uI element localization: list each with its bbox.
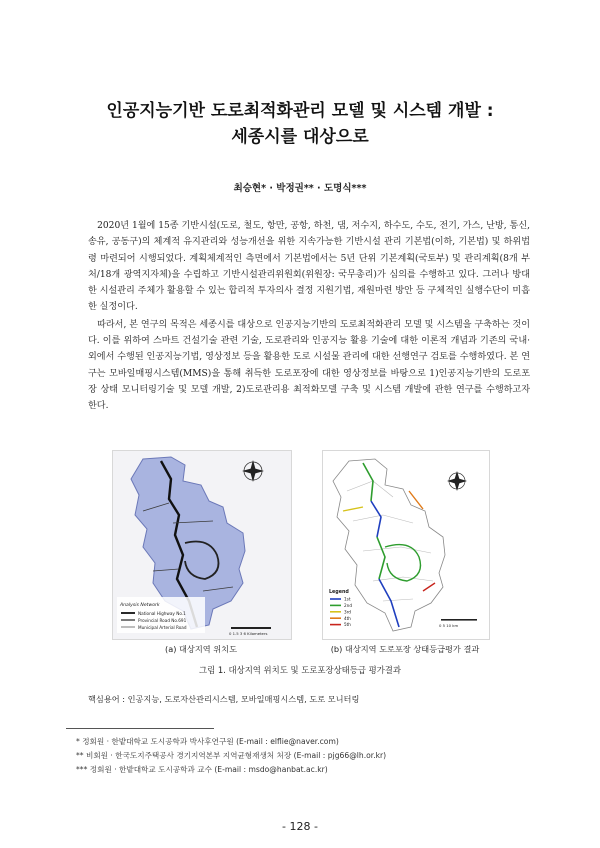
- left-scale-bar: [229, 627, 271, 636]
- legend-item-national-highway: National Highway No.1: [138, 611, 186, 616]
- legend-item-provincial-road: Provincial Road No.691: [138, 618, 187, 623]
- figure-title: 그림 1. 대상지역 위치도 및 도로포장상태등급 평가결과: [199, 665, 401, 675]
- grade-legend-label-1: 1st: [344, 596, 351, 602]
- grade-legend-label-5: 5th: [344, 622, 351, 628]
- paper-title-line1: 인공지능기반 도로최적화관리 모델 및 시스템 개발 :: [106, 101, 494, 121]
- grade-legend-title: Legend: [329, 590, 349, 595]
- footnote-divider: [66, 728, 214, 729]
- grade-legend-label-4: 4th: [344, 615, 351, 621]
- footnote-3: *** 정회원 · 한밭대학교 도시공학과 교수 (E-mail : msdo@hanbat.ac.kr): [76, 765, 328, 774]
- paragraph-1: 2020년 1월에 15종 기반시설(도로, 철도, 항만, 공항, 하천, 댐, 저수지, 하수도, 수도, 전기, 가스, 난방, 통신, 송유, 공동구)의 체계적 유지관리와 성능개선을 위한 지속가능한 기반시설 관리 기본법(이하, 기본법) 및 하위법령 마련되어 시행되었다. 계획체계적인 측면에서 기본법에서는 5년 단위 기본계획(국토부) 및 관리계획(8개 부처/18개 광역지자체)을 수립하고 기반시설관리위원회(위원장: 국무총리)가 심의를 수행하고 있다. 그러나 방대한 시설관리 주체가 활용할 수 있는 합리적 투자의사 결정 지원기법, 재원마련 방안 등 구체적인 실행수단이 미흡한 실정이다.: [88, 221, 530, 313]
- keywords: 핵심용어 : 인공지능, 도로자산관리시스템, 모바일매핑시스템, 도로 모니터링: [88, 694, 360, 704]
- legend-item-municipal-road: Municipal Arterial Road: [138, 625, 187, 630]
- page-number: - 128 -: [282, 820, 318, 833]
- svg-text:0 5 10 km: 0 5 10 km: [439, 623, 459, 628]
- paragraph-2: 따라서, 본 연구의 목적은 세종시를 대상으로 인공지능기반의 도로최적화관리 모델 및 시스템을 구축하는 것이다. 이를 위하여 스마트 건설기술 관련 기술, 도로관리와 인공지능 활용 기술에 대한 이론적 개념과 기존의 국내·외에서 수행된 인공지능기법, 영상정보 등을 활용한 도로 시설물 관리에 대한 선행연구 검토를 수행하였다. 본 연구는 모바일매핑시스템(MMS)을 통해 취득한 도로포장에 대한 영상정보를 바탕으로 1)인공지능기반의 도로포장 상태 모니터링기술 및 모델 개발, 2)도로관리용 최적화모델 구축 및 시스템 개발에 관한 연구를 수행하고자 한다.: [88, 319, 530, 412]
- figure-location-map: [112, 450, 292, 640]
- grade-legend-label-3: 3rd: [344, 609, 351, 615]
- left-map-legend: [117, 597, 205, 633]
- legend-title: Analysis Network: [120, 603, 160, 608]
- footnote-1: * 정회원 · 한밭대학교 도시공학과 박사후연구원 (E-mail : elflie@naver.com): [76, 737, 339, 746]
- figure-b-caption: (b) 대상지역 도로포장 상태등급평가 결과: [330, 644, 480, 654]
- grade-legend-label-2: 2nd: [344, 603, 352, 608]
- paper-title-line2: 세종시를 대상으로: [231, 127, 369, 147]
- figure-grade-map: [322, 450, 490, 640]
- abstract-body: [88, 218, 530, 415]
- svg-text:0 1.5 3 6 Kilometers: 0 1.5 3 6 Kilometers: [229, 631, 268, 636]
- footnote-2: ** 비회원 · 한국도지주택공사 경기지역본부 지역균형재생처 처장 (E-mail : pjg66@lh.or.kr): [76, 751, 387, 760]
- figure-a-caption: (a) 대상지역 위치도: [165, 644, 237, 654]
- author-list: 최승현* · 박정권** · 도명식***: [233, 183, 367, 194]
